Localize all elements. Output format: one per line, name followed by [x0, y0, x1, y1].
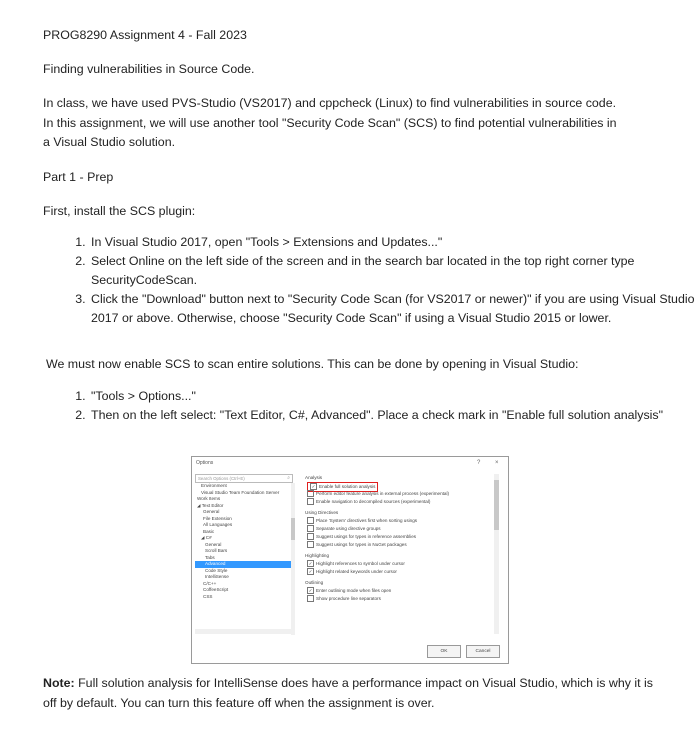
- tree-node-list: [195, 483, 291, 600]
- checkbox-checked: ✓: [308, 561, 313, 567]
- option-label: Suggest usings for types in NuGet packages: [316, 542, 407, 547]
- checkbox-checked: ✓: [308, 588, 313, 594]
- tree-scrollbar: [291, 483, 295, 635]
- tree-node: CSS: [203, 593, 213, 599]
- intro-line: a Visual Studio solution.: [43, 135, 176, 149]
- install-intro: First, install the SCS plugin:: [43, 204, 196, 218]
- option-label: Highlight related keywords under cursor: [316, 569, 397, 574]
- search-options-input: Search Options (Ctrl+E) ⌕: [195, 474, 293, 483]
- options-dialog-screenshot: [191, 456, 509, 664]
- tree-node: Visual Studio Team Foundation Server: [201, 489, 280, 495]
- checkbox: [307, 517, 314, 524]
- note-label: Note:: [43, 676, 75, 690]
- list-item: 3. Click the "Download" button next to "Security Code Scan (for VS2017 or newer)" if you are using Visual Studio 2017 or above. Otherwise, choose "Security Code Scan" if using a Visual Studio 2015 or lower.: [89, 290, 699, 328]
- search-icon: ⌕: [287, 475, 290, 481]
- list-item: 1. In Visual Studio 2017, open "Tools > Extensions and Updates...": [89, 233, 699, 252]
- checkbox: [307, 525, 314, 532]
- intro-line: In this assignment, we will use another tool "Security Code Scan" (SCS) to find potential vulnerabilities in: [43, 115, 617, 130]
- tree-node: General: [205, 541, 222, 547]
- cancel-button: Cancel: [466, 645, 500, 658]
- tree-node: ◢ Text Editor: [197, 502, 224, 508]
- option-label: Show procedure line separators: [316, 596, 381, 601]
- checkbox: [307, 595, 314, 602]
- options-tree: [195, 474, 291, 634]
- intro-paragraph: [43, 94, 663, 153]
- checkbox: [307, 498, 314, 505]
- option-full-solution: Enable full solution analysis: [319, 484, 376, 489]
- tree-node: File Extension: [203, 515, 232, 521]
- dialog-title: Options: [196, 460, 214, 466]
- option-label: Place 'System' directives first when sorting usings: [316, 518, 418, 523]
- list-item: 2. Then on the left select: "Text Editor, C#, Advanced". Place a check mark in "Enable full solution analysis": [89, 406, 699, 425]
- enable-steps: [43, 387, 699, 425]
- tree-node: Scroll Bars: [205, 548, 228, 553]
- install-steps: [43, 233, 699, 328]
- note-paragraph: [43, 674, 658, 713]
- tree-hscrollbar: [195, 629, 291, 634]
- options-panel: [305, 474, 495, 634]
- part1-heading: Part 1 - Prep: [43, 170, 114, 184]
- tree-node: Basic: [203, 528, 215, 534]
- tree-node: Environment: [201, 483, 227, 488]
- section-highlighting: Highlighting: [305, 553, 330, 558]
- doc-subtitle: Finding vulnerabilities in Source Code.: [43, 62, 255, 76]
- list-item: 1. "Tools > Options...": [89, 387, 699, 406]
- tree-node: ◢ C#: [201, 535, 212, 540]
- tree-node: Advanced: [195, 561, 291, 568]
- checkbox: [307, 533, 314, 540]
- intro-line: In class, we have used PVS-Studio (VS2017) and cppcheck (Linux) to find vulnerabilities in source code.: [43, 96, 617, 110]
- option-label: Suggest usings for types in reference assemblies: [316, 534, 417, 539]
- tree-node: Work Items: [197, 496, 221, 501]
- tree-node: Tabs: [205, 554, 215, 560]
- tree-node: General: [203, 509, 220, 514]
- list-item: 2. Select Online on the left side of the screen and in the search bar located in the top right corner type SecurityCodeScan.: [89, 252, 699, 290]
- checkbox-checked: ✓: [308, 569, 313, 575]
- doc-title: PROG8290 Assignment 4 - Fall 2023: [43, 28, 247, 42]
- section-outlining: Outlining: [305, 580, 324, 585]
- tree-node: Code Style: [205, 567, 228, 573]
- tree-node: All Languages: [203, 522, 233, 527]
- checkbox: [307, 541, 314, 548]
- option-label: Separate using directive groups: [316, 526, 381, 531]
- section-analysis: Analysis: [305, 475, 323, 480]
- tree-node: CoffeeScript: [203, 587, 229, 592]
- note-text: Full solution analysis for IntelliSense does have a performance impact on Visual Studio, which is why it is off by default. You can turn this feature off when the assignment is over.: [43, 676, 653, 710]
- checkbox: [307, 490, 314, 497]
- option-label: Enter outlining mode when files open: [316, 588, 392, 593]
- help-icon: ?: [477, 460, 481, 466]
- panel-scrollbar: [494, 474, 499, 634]
- tree-node: IntelliSense: [205, 574, 229, 579]
- option-label: Perform editor feature analysis in external process (experimental): [316, 491, 450, 496]
- option-label: Highlight references to symbol under cursor: [316, 561, 405, 566]
- section-using: Using Directives: [305, 510, 339, 515]
- close-icon: ×: [495, 460, 499, 466]
- ok-button: OK: [427, 645, 461, 658]
- checkbox-checked: ✓: [311, 484, 316, 490]
- option-label: Enable navigation to decompiled sources (experimental): [316, 499, 431, 504]
- tree-node: C/C++: [203, 580, 217, 586]
- enable-intro: We must now enable SCS to scan entire solutions. This can be done by opening in Visual Studio:: [46, 357, 579, 371]
